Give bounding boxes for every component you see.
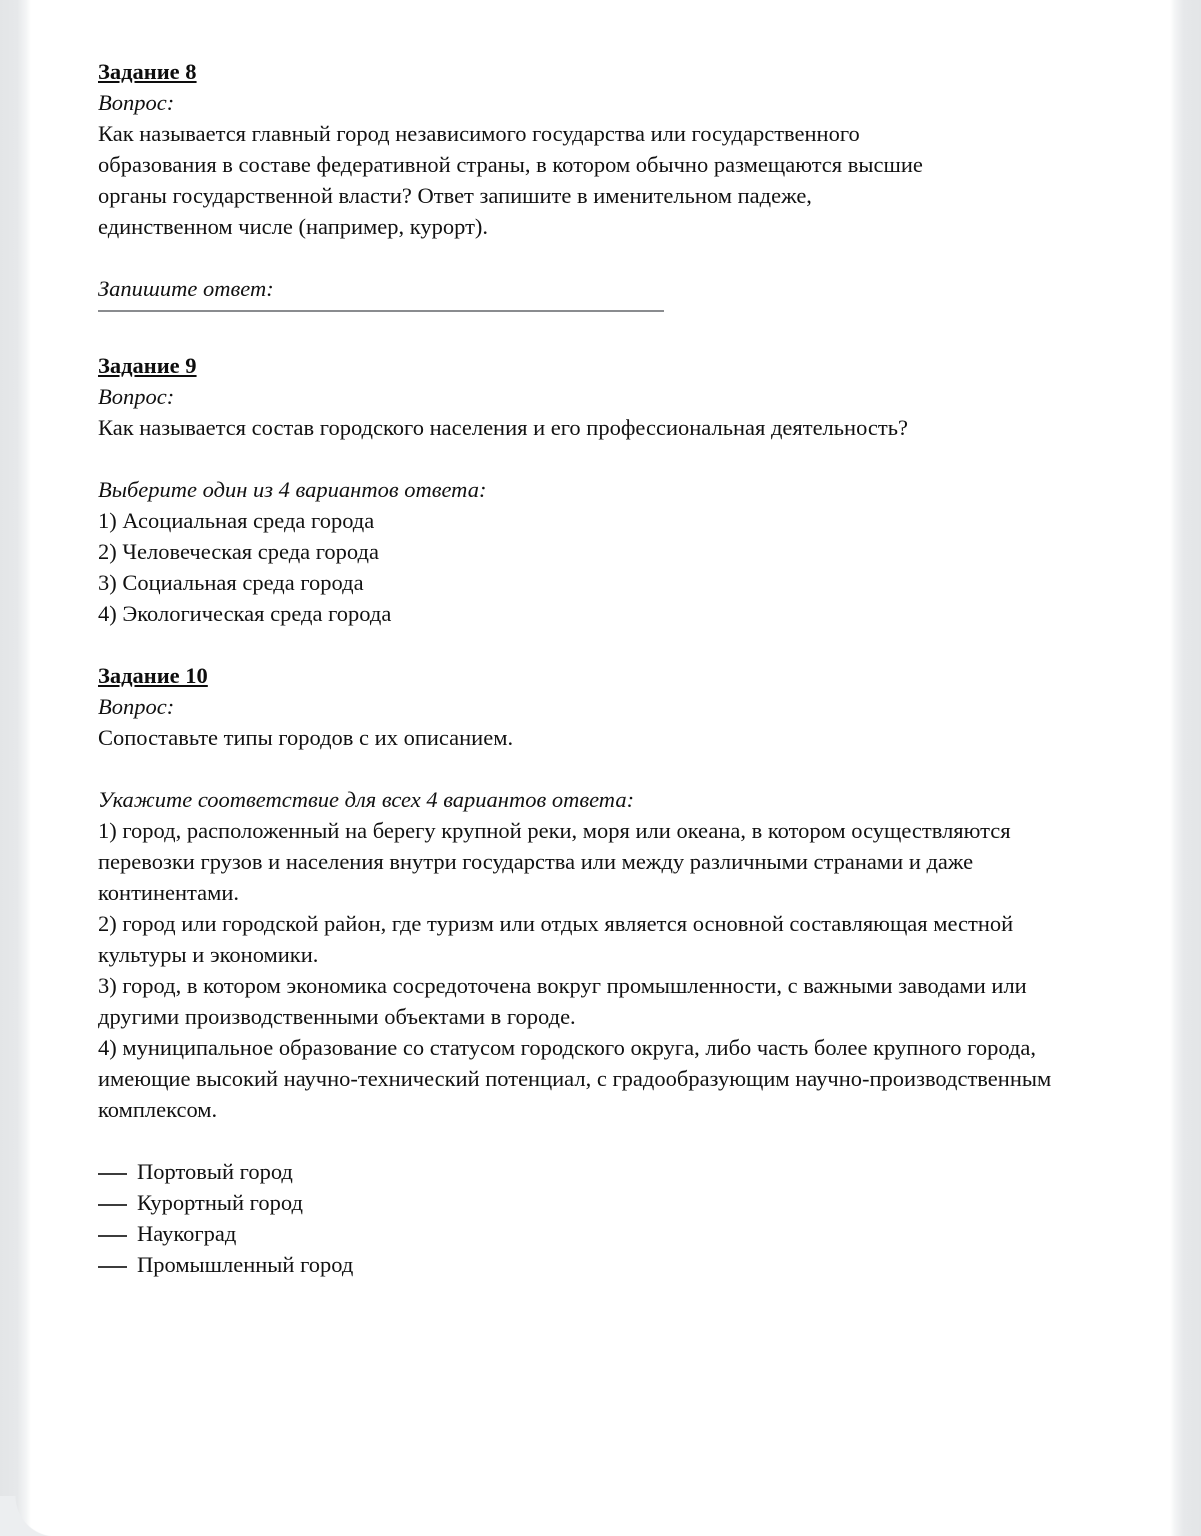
task-10-instruction: Укажите соответствие для всех 4 вариантов ответа:: [98, 787, 635, 812]
task-block-8: [98, 56, 1100, 312]
task-8-question-line-1: Как называется главный город независимого государства или государственного: [98, 121, 860, 146]
task-9-title: Задание 9: [98, 353, 197, 378]
task-10-description-2: 2) город или городской район, где туризм или отдых является основной составляющая местной культуры и экономики.: [98, 911, 1014, 967]
task-8-title-wrap: [98, 56, 1100, 87]
section-gap-8-9: [98, 312, 1100, 350]
task-10-question-label: Вопрос:: [98, 694, 175, 719]
task-10-match-row-2[interactable]: [98, 1187, 1100, 1218]
task-10-match-blank-3[interactable]: [98, 1235, 127, 1237]
paper-sheet: [31, 0, 1170, 1536]
task-10-description-3: 3) город, в котором экономика сосредоточена вокруг промышленности, с важными заводами или другими производственными объектами в городе.: [98, 973, 1027, 1029]
task-10-match-label-4: Промышленный город: [137, 1252, 354, 1277]
task-10-match-blank-4[interactable]: [98, 1266, 127, 1268]
task-block-9: [98, 350, 1100, 629]
task-8-question-label: Вопрос:: [98, 90, 175, 115]
task-10-title-wrap: [98, 660, 1100, 691]
task-8-title: Задание 8: [98, 59, 197, 84]
task-10-blank-line: [98, 753, 1100, 784]
task-9-question-label: Вопрос:: [98, 384, 175, 409]
section-gap-9-10: [98, 629, 1100, 660]
task-10-match-label-2: Курортный город: [137, 1190, 303, 1215]
task-10-match-blank-1[interactable]: [98, 1173, 127, 1175]
task-10-description-4: 4) муниципальное образование со статусом городского округа, либо часть более крупного города, имеющие высокий научно-технический потенциал, с градообразующим научно-производственным комплексом.: [98, 1035, 1052, 1122]
task-9-option-4[interactable]: 4) Экологическая среда города: [98, 601, 392, 626]
task-10-description-1: 1) город, расположенный на берегу крупной реки, моря или океана, в котором осуществляются перевозки грузов и населения внутри государства или между различными странами и даже континентами.: [98, 818, 1011, 905]
document-body: [98, 56, 1100, 1280]
task-9-instruction: Выберите один из 4 вариантов ответа:: [98, 477, 487, 502]
task-9-title-wrap: [98, 350, 1100, 381]
task-9-option-1[interactable]: 1) Асоциальная среда города: [98, 508, 375, 533]
task-10-match-row-3[interactable]: [98, 1218, 1100, 1249]
task-10-question-line-1: Сопоставьте типы городов с их описанием.: [98, 725, 514, 750]
task-10-match-row-4[interactable]: [98, 1249, 1100, 1280]
task-10-match-label-3: Наукоград: [137, 1221, 237, 1246]
task-8-question-line-2: образования в составе федеративной страны, в котором обычно размещаются высшие: [98, 152, 923, 177]
task-9-option-list: [98, 505, 1100, 629]
task-10-match-list: [98, 1156, 1100, 1280]
task-10-match-gap: [98, 1125, 1100, 1156]
task-8-question-line-3: органы государственной власти? Ответ запишите в именительном падеже,: [98, 183, 812, 208]
task-10-match-blank-2[interactable]: [98, 1204, 127, 1206]
task-8-blank-line: [98, 242, 1100, 273]
task-9-blank-line: [98, 443, 1100, 474]
task-10-match-row-1[interactable]: [98, 1156, 1100, 1187]
page-gutter-left: [0, 0, 31, 1536]
task-9-option-2[interactable]: 2) Человеческая среда города: [98, 539, 379, 564]
page-gutter-right: [1170, 0, 1201, 1536]
task-block-10: [98, 660, 1100, 1280]
task-10-title: Задание 10: [98, 663, 208, 688]
task-8-answer-prompt: Запишите ответ:: [98, 276, 274, 301]
task-8-question-line-4: единственном числе (например, курорт).: [98, 214, 489, 239]
task-9-question-line-1: Как называется состав городского населения и его профессиональная деятельность?: [98, 415, 908, 440]
task-10-match-label-1: Портовый город: [137, 1159, 293, 1184]
task-9-option-3[interactable]: 3) Социальная среда города: [98, 570, 364, 595]
